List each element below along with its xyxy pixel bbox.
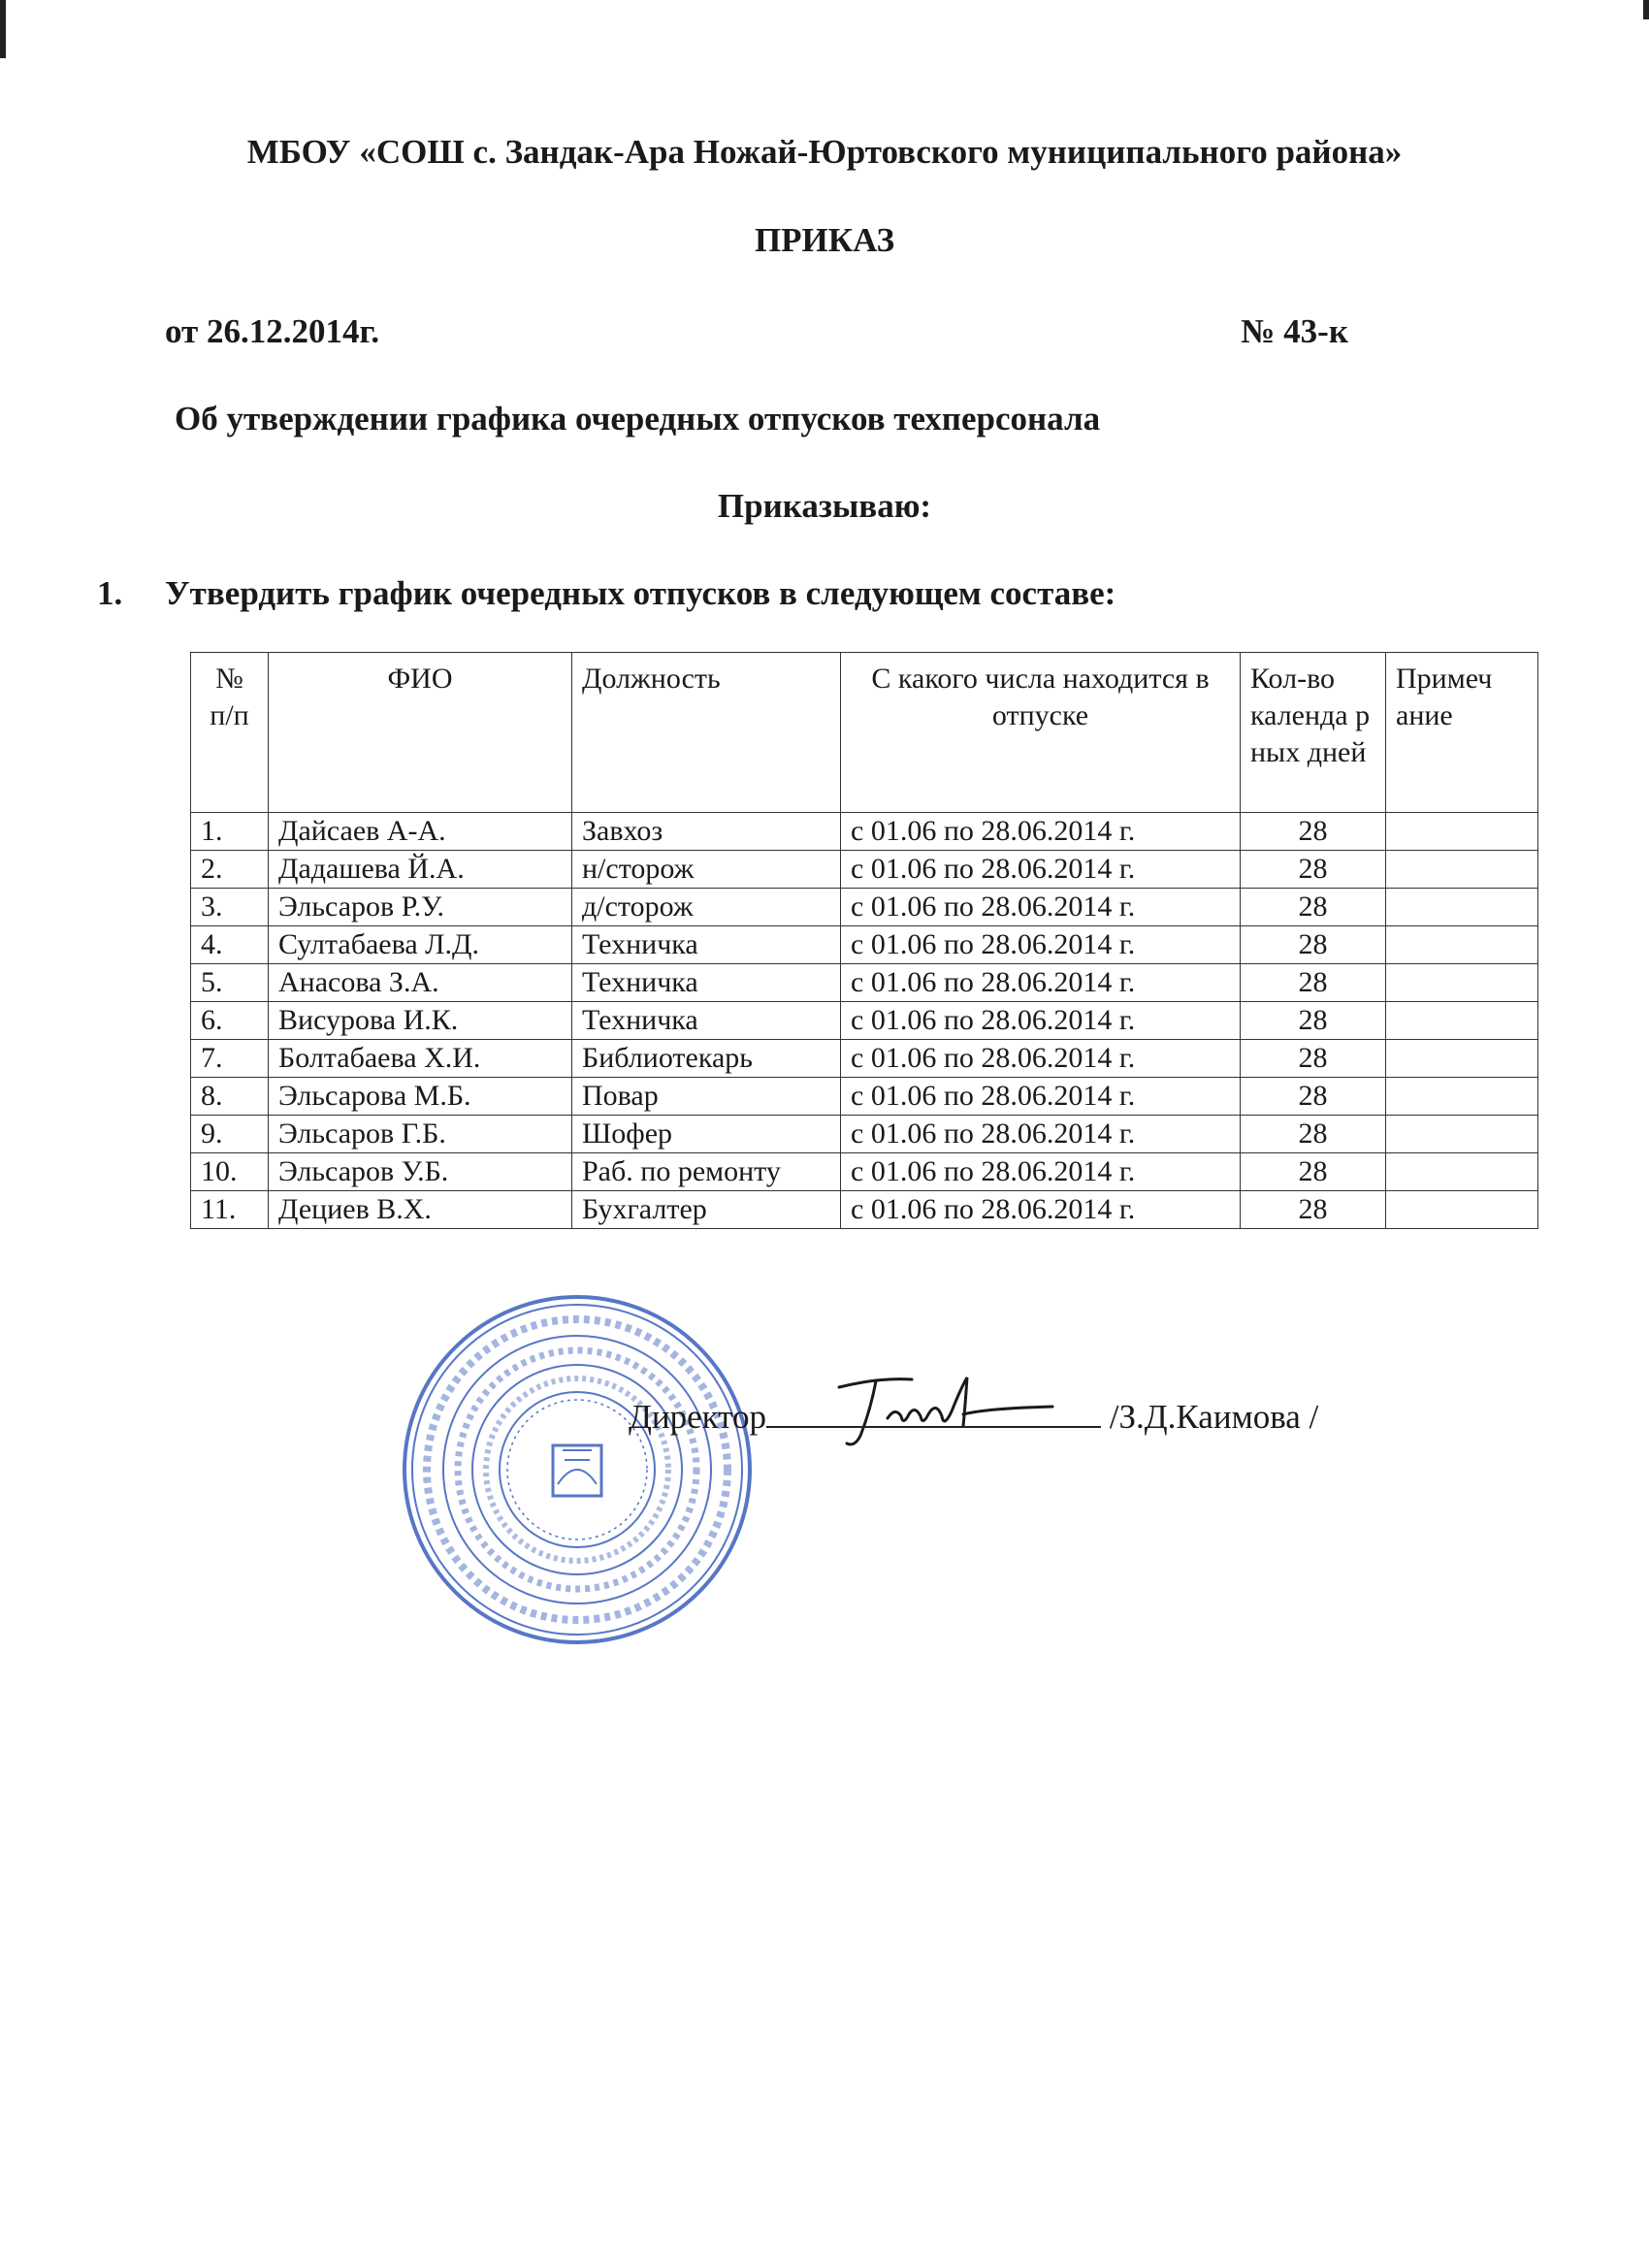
official-stamp-icon: [398, 1290, 757, 1649]
cell-position: Шофер: [572, 1116, 841, 1153]
cell-fio: Султабаева Л.Д.: [269, 926, 572, 964]
cell-num: 6.: [191, 1002, 269, 1040]
header-position: Должность: [572, 653, 841, 813]
signature-role: Директор: [629, 1398, 767, 1436]
cell-fio: Эльсарова М.Б.: [269, 1078, 572, 1116]
cell-fio: Висурова И.К.: [269, 1002, 572, 1040]
cell-days: 28: [1241, 926, 1386, 964]
order-number: № 43-к: [1241, 312, 1348, 350]
signature-underline: [766, 1397, 1101, 1428]
cell-period: с 01.06 по 28.06.2014 г.: [841, 1116, 1241, 1153]
cell-num: 9.: [191, 1116, 269, 1153]
cell-period: с 01.06 по 28.06.2014 г.: [841, 1191, 1241, 1229]
cell-num: 5.: [191, 964, 269, 1002]
cell-position: Техничка: [572, 964, 841, 1002]
cell-fio: Дадашева Й.А.: [269, 851, 572, 889]
header-days: Кол-во календа р ных дней: [1241, 653, 1386, 813]
cell-days: 28: [1241, 1153, 1386, 1191]
cell-num: 10.: [191, 1153, 269, 1191]
cell-position: д/сторож: [572, 889, 841, 926]
cell-days: 28: [1241, 889, 1386, 926]
cell-note: [1386, 1040, 1538, 1078]
cell-days: 28: [1241, 1040, 1386, 1078]
cell-note: [1386, 926, 1538, 964]
organization-title: МБОУ «СОШ с. Зандак-Ара Ножай-Юртовского муниципального района»: [246, 133, 1403, 171]
cell-days: 28: [1241, 813, 1386, 851]
table-row: [191, 1191, 1538, 1229]
cell-position: Библиотекарь: [572, 1040, 841, 1078]
cell-days: 28: [1241, 1078, 1386, 1116]
table-row: [191, 1002, 1538, 1040]
cell-num: 8.: [191, 1078, 269, 1116]
table-row: [191, 1078, 1538, 1116]
header-note: Примеч ание: [1386, 653, 1538, 813]
cell-position: Раб. по ремонту: [572, 1153, 841, 1191]
cell-num: 1.: [191, 813, 269, 851]
cell-position: Завхоз: [572, 813, 841, 851]
cell-note: [1386, 813, 1538, 851]
cell-position: Бухгалтер: [572, 1191, 841, 1229]
order-subject: Об утверждении графика очередных отпусков техперсонала: [175, 400, 1101, 437]
scan-edge-mark: [0, 0, 6, 58]
cell-period: с 01.06 по 28.06.2014 г.: [841, 889, 1241, 926]
header-period: С какого числа находится в отпуске: [841, 653, 1241, 813]
cell-note: [1386, 1002, 1538, 1040]
cell-note: [1386, 1078, 1538, 1116]
cell-fio: Анасова З.А.: [269, 964, 572, 1002]
cell-days: 28: [1241, 1116, 1386, 1153]
cell-position: н/сторож: [572, 851, 841, 889]
cell-note: [1386, 1116, 1538, 1153]
cell-fio: Эльсаров Р.У.: [269, 889, 572, 926]
cell-period: с 01.06 по 28.06.2014 г.: [841, 1040, 1241, 1078]
cell-note: [1386, 1153, 1538, 1191]
table-row: [191, 1116, 1538, 1153]
cell-fio: Эльсаров У.Б.: [269, 1153, 572, 1191]
cell-num: 3.: [191, 889, 269, 926]
table-row: [191, 851, 1538, 889]
order-item-text: Утвердить график очередных отпусков в следующем составе:: [165, 574, 1116, 612]
document-type: ПРИКАЗ: [754, 221, 895, 259]
order-item-number: 1.: [97, 574, 123, 612]
table-row: [191, 964, 1538, 1002]
table-row: [191, 1153, 1538, 1191]
cell-fio: Дайсаев А-А.: [269, 813, 572, 851]
cell-num: 7.: [191, 1040, 269, 1078]
cell-period: с 01.06 по 28.06.2014 г.: [841, 964, 1241, 1002]
table-row: [191, 926, 1538, 964]
signature-name: /З.Д.Каимова /: [1109, 1398, 1319, 1436]
cell-period: с 01.06 по 28.06.2014 г.: [841, 851, 1241, 889]
cell-fio: Болтабаева Х.И.: [269, 1040, 572, 1078]
cell-note: [1386, 1191, 1538, 1229]
cell-period: с 01.06 по 28.06.2014 г.: [841, 1153, 1241, 1191]
cell-period: с 01.06 по 28.06.2014 г.: [841, 1078, 1241, 1116]
table-row: [191, 889, 1538, 926]
order-date: от 26.12.2014г.: [165, 312, 380, 350]
cell-days: 28: [1241, 1191, 1386, 1229]
cell-num: 2.: [191, 851, 269, 889]
cell-period: с 01.06 по 28.06.2014 г.: [841, 813, 1241, 851]
cell-days: 28: [1241, 851, 1386, 889]
cell-note: [1386, 851, 1538, 889]
order-item-1: [97, 574, 1116, 613]
cell-period: с 01.06 по 28.06.2014 г.: [841, 1002, 1241, 1040]
scan-edge-mark: [1643, 0, 1649, 19]
cell-period: с 01.06 по 28.06.2014 г.: [841, 926, 1241, 964]
cell-position: Повар: [572, 1078, 841, 1116]
cell-position: Техничка: [572, 1002, 841, 1040]
cell-num: 11.: [191, 1191, 269, 1229]
signature-line: [629, 1397, 1318, 1437]
header-num: № п/п: [191, 653, 269, 813]
cell-num: 4.: [191, 926, 269, 964]
header-fio: ФИО: [269, 653, 572, 813]
cell-fio: Дециев В.Х.: [269, 1191, 572, 1229]
cell-position: Техничка: [572, 926, 841, 964]
cell-days: 28: [1241, 964, 1386, 1002]
orders-heading: Приказываю:: [717, 487, 932, 525]
cell-fio: Эльсаров Г.Б.: [269, 1116, 572, 1153]
cell-days: 28: [1241, 1002, 1386, 1040]
table-header-row: [191, 653, 1538, 813]
vacation-schedule-table: [190, 652, 1538, 1229]
table-row: [191, 1040, 1538, 1078]
table-row: [191, 813, 1538, 851]
cell-note: [1386, 964, 1538, 1002]
cell-note: [1386, 889, 1538, 926]
